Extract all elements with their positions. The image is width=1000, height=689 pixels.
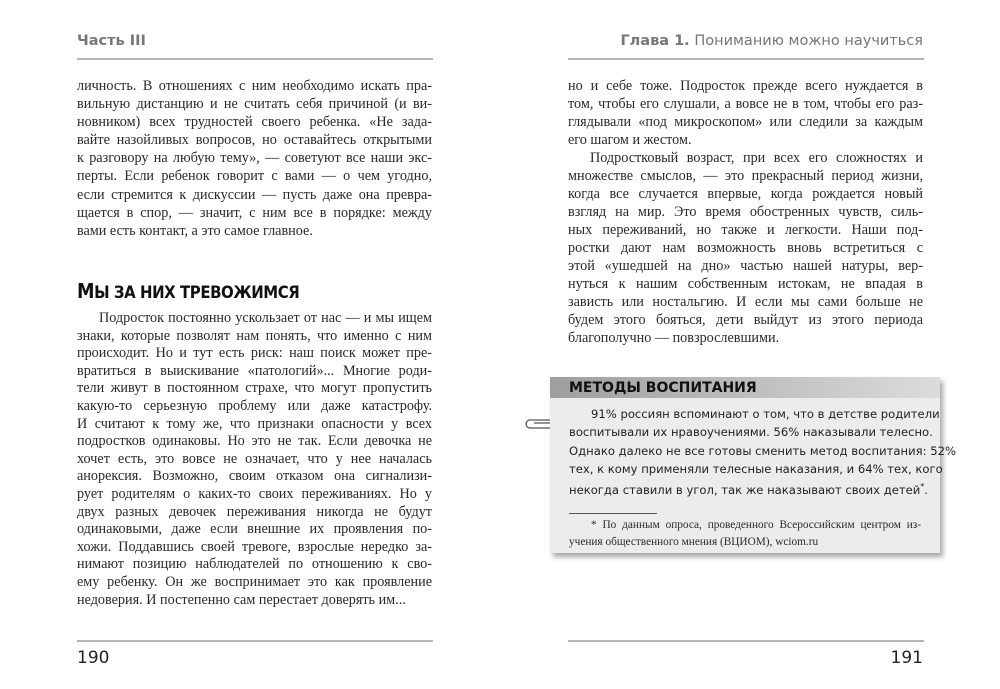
text-line: [77, 131, 432, 149]
line-text: будем этого бояться, дети выйдут из этого периода: [568, 312, 923, 328]
footnote: [569, 517, 921, 551]
text-line: [569, 517, 921, 534]
text-line: [77, 416, 432, 434]
text-line: [568, 113, 923, 131]
line-text: этой «ушедшей на дно» частью нашей натуры, вер-: [568, 258, 923, 274]
line-text: И считают к тому же, что признаки опасности у всех: [77, 415, 432, 432]
line-text: нимают позицию наблюдателей по отношению к сво-: [77, 556, 432, 573]
left-paragraph-2: [77, 310, 432, 609]
line-text: одинаковыми, даже если внешние их проявления по-: [77, 521, 432, 538]
text-line: [568, 149, 923, 167]
line-text: вильную дистанцию и не считать себя причиной (и ви-: [77, 96, 432, 113]
text-line: [77, 521, 432, 539]
line-text: нуться к нашим собственным истокам, не впадая в: [568, 276, 923, 292]
line-text: ему ребенку. Он же воспринимает это как проявление: [77, 573, 432, 590]
right-paragraph-1: [568, 77, 923, 149]
running-header-left: Часть III: [77, 33, 146, 49]
footer-rule: [568, 640, 924, 642]
text-line: [568, 221, 923, 239]
text-line: [568, 311, 923, 329]
text-line: [568, 275, 923, 293]
text-line: [77, 77, 432, 95]
sidebar-title: МЕТОДЫ ВОСПИТАНИЯ: [550, 377, 940, 398]
text-line: [568, 329, 923, 347]
line-text: зависть или ностальгию. И если мы сами больше не: [568, 294, 923, 310]
line-text: знаки, которые позволят нам понять, что именно с ним: [77, 327, 432, 344]
line-text: благополучно — повзрослевшими.: [568, 330, 780, 346]
line-text: анорексия. Возможно, своим отказом она сигнализи-: [77, 468, 432, 485]
line-text: новником) всех трудностей своего ребенка. «Не зада-: [77, 114, 432, 131]
text-line: [568, 167, 923, 185]
line-text: хожи. Поддавшись своей тревоге, взрослые нередко за-: [77, 538, 432, 555]
text-line: [77, 556, 432, 574]
text-line: [569, 460, 943, 478]
line-text: когда все случается впервые, когда рождается новый: [568, 186, 923, 202]
chapter-number: Глава 1.: [620, 33, 690, 49]
footnote-rule: [569, 513, 657, 514]
running-header-right: [620, 33, 923, 49]
text-line: [77, 592, 432, 610]
line-text: некогда ставили в угол, так же наказывают своих детей: [569, 483, 921, 498]
line-text: личность. В отношениях с ним необходимо искать пра-: [77, 78, 432, 94]
text-line: [77, 398, 432, 416]
sidebar-text: [569, 405, 956, 499]
line-text: щается в спор, — значит, с ним все в порядке: между: [77, 204, 432, 221]
line-text: ростки дают нам возможность вновь встретиться с: [568, 240, 923, 256]
header-rule: [568, 58, 924, 60]
line-text: учения общественного мнения (ВЦИОМ), wciom.ru: [569, 536, 819, 548]
line-text: двух разных девочек переживания никогда не будут: [77, 503, 432, 520]
line-text: хочет есть, это вовсе не означает, что у нее началась: [77, 450, 432, 467]
text-line: некогда ставили в угол, так же наказывают своих детей*.: [569, 482, 928, 498]
text-line: [568, 95, 923, 113]
text-line: [77, 363, 432, 381]
line-text: взгляд на мир. Это время обостренных чувств, силь-: [568, 204, 923, 220]
text-line: [568, 77, 923, 95]
text-line: [77, 149, 432, 167]
text-line: [77, 486, 432, 504]
text-line: [569, 423, 933, 441]
line-text: тели живут в постоянном страхе, что могут пропустить: [77, 380, 432, 397]
line-text: но и себе тоже. Подросток прежде всего нуждается в: [568, 78, 923, 94]
line-text: Подростковый возраст, при всех его сложностях и: [590, 150, 923, 166]
text-line: [568, 257, 923, 275]
line-text: подростков одинаковы. Но это не так. Если девочка не: [77, 433, 432, 450]
line-text: его шагом и жестом.: [568, 132, 692, 148]
text-line: [77, 468, 432, 486]
text-line: [568, 239, 923, 257]
text-line: [77, 204, 432, 222]
line-text: какую-то серьезную проблему или даже катастрофу.: [77, 397, 432, 414]
text-line: [77, 95, 432, 113]
text-line: [569, 442, 956, 460]
text-line: [77, 345, 432, 363]
line-text: Однако далеко не все готовы сменить метод воспитания: 52%: [569, 443, 956, 458]
section-heading: [77, 279, 299, 303]
heading-initial: М: [77, 279, 95, 303]
text-line: [568, 185, 923, 203]
line-text: ных переживаний, но также и легкости. Наши под-: [568, 222, 923, 238]
line-text: том, чтобы его слушали, а вовсе не в том, чтобы его раз-: [568, 96, 923, 112]
line-text: рует родителям о каких-то своих переживаниях. Но у: [77, 485, 432, 502]
text-line: [77, 574, 432, 592]
line-text: к разговору на любую тему», — советуют все наши экс-: [77, 150, 432, 167]
sidebar-box: [550, 377, 956, 553]
text-line: [77, 539, 432, 557]
line-text: Подросток постоянно ускользает от нас — и мы ищем: [99, 310, 432, 326]
line-text: вами есть контакт, а это самое главное.: [77, 222, 313, 239]
text-line: [77, 113, 432, 131]
text-line: [569, 405, 940, 423]
footnote-marker: *: [920, 482, 925, 492]
line-text: недоверия. И постепенно сам перестает доверять им...: [77, 591, 406, 608]
text-line: [77, 451, 432, 469]
chapter-title: Пониманию можно научиться: [694, 33, 923, 49]
text-line: [568, 131, 923, 149]
right-paragraph-2: [568, 149, 923, 347]
text-line: [77, 380, 432, 398]
line-text: тех, к кому применяли телесные наказания, и 64% тех, кого: [569, 461, 943, 476]
line-text: воспитывали их нравоучениями. 56% наказывали телесно.: [569, 425, 933, 440]
line-text: перты. Если ребенок говорит с вами — о чем угодно,: [77, 168, 432, 185]
heading-text: Ы ЗА НИХ ТРЕВОЖИМСЯ: [94, 283, 300, 303]
line-text: если стремится к дискуссии — пусть даже она превра-: [77, 186, 432, 203]
text-line: [77, 222, 432, 240]
footer-rule: [77, 640, 433, 642]
line-text: вайте назойливых вопросов, но оставайтесь открытыми: [77, 132, 432, 149]
text-line: [568, 293, 923, 311]
line-text: происходит. Но и тут есть риск: наш поиск может пре-: [77, 345, 432, 362]
text-line: [77, 167, 432, 185]
page-number-left: 190: [77, 648, 110, 668]
page-number-right: 191: [890, 648, 923, 668]
line-text: вратиться в выискивание «патологий»... Многие роди-: [77, 362, 432, 379]
text-line: [568, 203, 923, 221]
text-line: [569, 534, 921, 551]
left-paragraph-1: [77, 77, 432, 240]
line-text: 91% россиян вспоминают о том, что в детстве родители: [591, 407, 940, 421]
text-line: [77, 504, 432, 522]
text-line: [77, 433, 432, 451]
header-rule: [77, 58, 433, 60]
line-text: глядывали «под микроскопом» или следили за каждым: [568, 114, 923, 130]
text-line: [77, 328, 432, 346]
text-line: [77, 186, 432, 204]
line-text: множестве смыслов, — это прекрасный период жизни,: [568, 168, 923, 184]
line-text: * По данным опроса, проведенного Всероссийским центром из-: [591, 519, 921, 531]
text-line: [77, 310, 432, 328]
